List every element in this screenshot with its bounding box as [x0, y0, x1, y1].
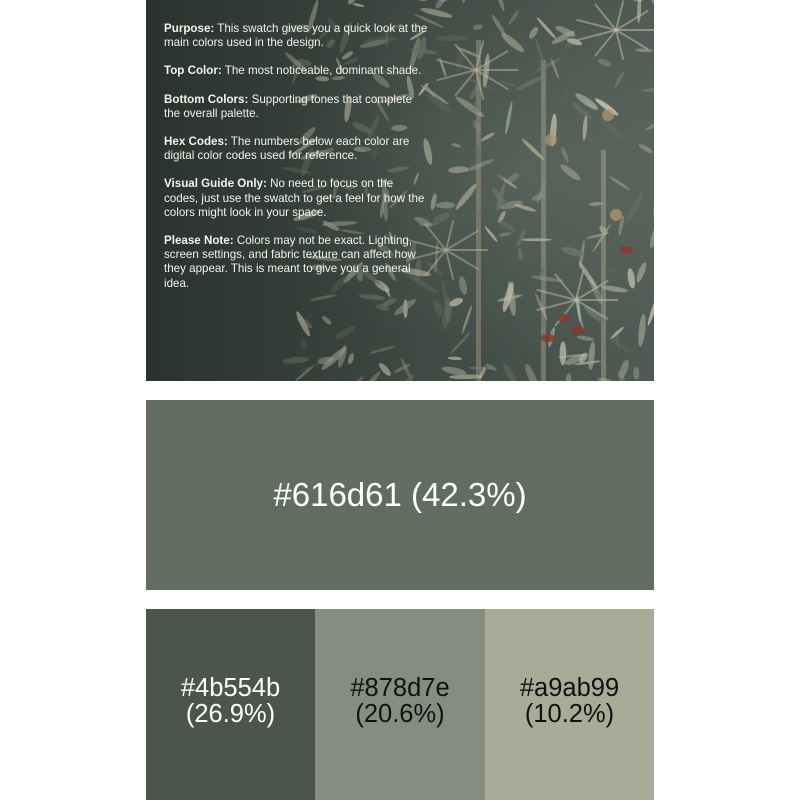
- info-heading: Bottom Colors:: [164, 92, 249, 106]
- swatch-hex-code: #a9ab99: [519, 673, 620, 702]
- info-heading: Visual Guide Only:: [164, 177, 267, 191]
- supporting-color-swatch-2: [315, 609, 485, 800]
- swatch-percentage: (26.9%): [185, 699, 276, 728]
- swatch-hex-code: #878d7e: [350, 673, 450, 702]
- info-body: The numbers below each color are digital color codes used for reference.: [164, 135, 410, 163]
- info-panel: [146, 0, 654, 381]
- info-item-hex-codes: [164, 135, 430, 163]
- info-item-top-color: [164, 64, 430, 78]
- info-item-purpose: [164, 22, 430, 50]
- info-body: Supporting tones that complete the overall palette.: [164, 92, 413, 120]
- info-heading: Top Color:: [164, 64, 222, 78]
- info-item-visual-guide: [164, 177, 430, 220]
- swatch-hex-code: #4b554b: [180, 673, 281, 702]
- info-body: The most noticeable, dominant shade.: [221, 64, 422, 78]
- info-heading: Hex Codes:: [164, 135, 228, 149]
- info-body: No need to focus on the codes, just use the swatch to get a feel for how the colors might look in your space.: [164, 177, 425, 219]
- info-item-bottom-colors: [164, 93, 430, 121]
- supporting-color-swatch-1: [146, 609, 315, 800]
- swatch-percentage: (10.2%): [524, 699, 615, 728]
- info-body: Colors may not be exact. Lighting, screen settings, and fabric texture can affect how they appear. This is meant to give you a general idea.: [164, 234, 416, 290]
- info-text-block: [164, 22, 430, 305]
- info-heading: Please Note:: [164, 234, 234, 248]
- dominant-color-swatch: [146, 400, 654, 590]
- supporting-color-swatch-3: [485, 609, 654, 800]
- info-heading: Purpose:: [164, 22, 215, 35]
- info-body: This swatch gives you a quick look at the main colors used in the design.: [164, 22, 428, 50]
- swatch-percentage: (20.6%): [355, 699, 445, 728]
- dominant-color-label: #616d61 (42.3%): [273, 476, 527, 513]
- info-item-please-note: [164, 234, 430, 291]
